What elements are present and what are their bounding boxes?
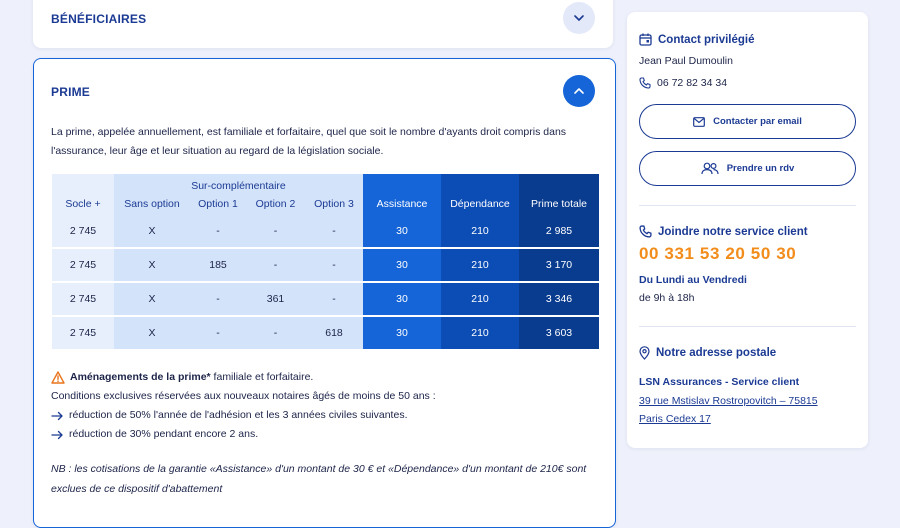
service-title: Joindre notre service client <box>658 225 808 238</box>
table-cell: X <box>114 317 190 351</box>
prime-intro-text: La prime, appelée annuellement, est familiale et forfaitaire, quel que soit le nombre d'ayants droit compris dans l'assurance, leur âge et leur situation au regard de la législation sociale. <box>51 126 567 157</box>
contact-sidebar <box>627 12 868 448</box>
amenagements-rest: familiale et forfaitaire. <box>210 371 314 383</box>
chevron-up-icon <box>573 85 585 97</box>
contact-email-button[interactable] <box>639 104 856 139</box>
beneficiaires-title: BÉNÉFICIAIRES <box>51 12 147 26</box>
table-row <box>52 283 599 317</box>
header-sur-complementaire: Sur-complémentaire <box>114 174 363 192</box>
list-item <box>51 406 596 425</box>
address-line-1-link[interactable]: 39 rue Mstislav Rostropovitch – 75815 <box>639 395 818 407</box>
table-cell: - <box>190 317 246 351</box>
prime-panel <box>33 58 616 528</box>
header-cell-empty <box>519 174 599 192</box>
table-cell: 2 745 <box>52 249 114 283</box>
rdv-button[interactable] <box>639 151 856 186</box>
beneficiaires-panel[interactable] <box>33 0 613 48</box>
header-dependance: Dépendance <box>441 192 519 215</box>
table-cell: - <box>246 317 305 351</box>
address-name: LSN Assurances - Service client <box>639 376 800 388</box>
table-cell: - <box>190 215 246 249</box>
header-prime-totale: Prime totale <box>519 192 599 215</box>
header-socle: Socle + <box>52 192 114 215</box>
table-cell: - <box>305 249 363 283</box>
table-cell: 185 <box>190 249 246 283</box>
table-cell: X <box>114 215 190 249</box>
table-cell: 2 745 <box>52 283 114 317</box>
prime-title: PRIME <box>51 85 91 99</box>
header-assistance: Assistance <box>363 192 441 215</box>
mail-icon <box>693 117 705 127</box>
nb-note: NB : les cotisations de la garantie «Assistance» d'un montant de 30 € et «Dépendance» d'un montant de 210€ sont exclues de ce dispositif d'abattement <box>51 463 587 495</box>
address-title: Notre adresse postale <box>656 347 777 359</box>
table-cell: - <box>246 215 305 249</box>
divider <box>639 205 856 206</box>
amenagements-heading <box>51 368 596 387</box>
table-row <box>52 249 599 283</box>
header-option-1: Option 1 <box>190 192 246 215</box>
table-cell: - <box>190 283 246 317</box>
table-cell: 3 603 <box>519 317 599 351</box>
table-cell: 210 <box>441 249 519 283</box>
collapse-prime-button[interactable] <box>563 75 595 107</box>
calendar-icon <box>639 33 652 46</box>
table-cell: 30 <box>363 317 441 351</box>
amenagements-bold: Aménagements de la prime* <box>70 371 211 383</box>
reduction-50-text: réduction de 50% l'année de l'adhésion et les 3 années civiles suivantes. <box>69 409 408 421</box>
contact-phone: 06 72 82 34 34 <box>657 77 728 89</box>
address-heading <box>639 346 776 360</box>
service-hours: de 9h à 18h <box>639 292 695 304</box>
contact-title: Contact privilégié <box>658 33 755 46</box>
table-cell: - <box>305 215 363 249</box>
contact-heading <box>639 33 755 46</box>
table-cell: 30 <box>363 249 441 283</box>
list-item <box>51 425 596 444</box>
amenagements-section <box>51 368 596 444</box>
expand-beneficiaires-button[interactable] <box>563 2 595 34</box>
chevron-down-icon <box>573 12 585 24</box>
contact-email-label: Contacter par email <box>713 116 802 127</box>
rdv-label: Prendre un rdv <box>726 163 795 174</box>
header-cell-empty <box>441 174 519 192</box>
address-line-2-link[interactable]: Paris Cedex 17 <box>639 413 711 425</box>
table-cell: X <box>114 249 190 283</box>
contact-name: Jean Paul Dumoulin <box>639 55 733 67</box>
table-cell: 30 <box>363 215 441 249</box>
table-cell: 2 745 <box>52 317 114 351</box>
service-days: Du Lundi au Vendredi <box>639 274 747 286</box>
prime-table <box>52 174 599 351</box>
table-cell: 361 <box>246 283 305 317</box>
service-phone[interactable]: 00 331 53 20 50 30 <box>639 244 797 263</box>
phone-icon <box>639 225 652 238</box>
arrow-right-icon <box>51 430 64 440</box>
contact-phone-row <box>639 77 727 89</box>
table-cell: 210 <box>441 283 519 317</box>
amenagements-conditions: Conditions exclusives réservées aux nouveaux notaires âgés de moins de 50 ans : <box>51 390 436 402</box>
table-row <box>52 215 599 249</box>
table-cell: 2 745 <box>52 215 114 249</box>
table-cell: 618 <box>305 317 363 351</box>
divider <box>639 326 856 327</box>
header-option-2: Option 2 <box>246 192 305 215</box>
phone-icon <box>639 77 651 89</box>
warning-icon <box>51 371 65 384</box>
header-option-3: Option 3 <box>305 192 363 215</box>
table-cell: 210 <box>441 317 519 351</box>
header-sans-option: Sans option <box>114 192 190 215</box>
header-cell-empty <box>363 174 441 192</box>
service-heading <box>639 225 808 238</box>
table-cell: 2 985 <box>519 215 599 249</box>
location-pin-icon <box>639 346 650 360</box>
table-cell: 3 346 <box>519 283 599 317</box>
table-cell: 3 170 <box>519 249 599 283</box>
header-cell-empty <box>52 174 114 192</box>
table-cell: - <box>246 249 305 283</box>
table-cell: 30 <box>363 283 441 317</box>
table-cell: - <box>305 283 363 317</box>
table-row <box>52 317 599 351</box>
table-cell: 210 <box>441 215 519 249</box>
arrow-right-icon <box>51 411 64 421</box>
users-icon <box>701 162 719 175</box>
table-cell: X <box>114 283 190 317</box>
reduction-30-text: réduction de 30% pendant encore 2 ans. <box>69 428 259 440</box>
